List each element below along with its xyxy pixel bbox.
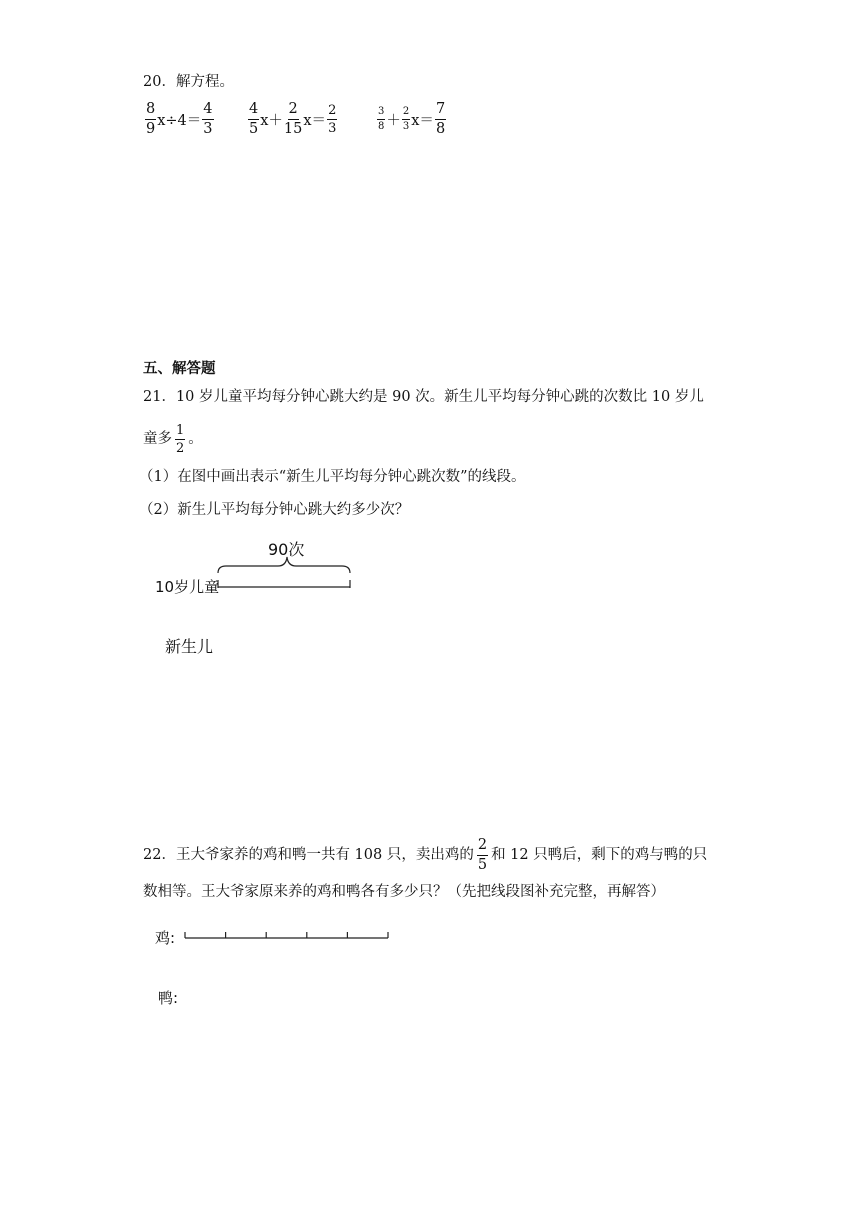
fraction: $\frac{1}{2}$ — [176, 423, 185, 456]
fraction: $\frac{2}{3}$ — [328, 102, 337, 136]
fraction: $\frac{7}{8}$ — [435, 101, 446, 137]
equation-1: $\frac{8}{9}$ x÷4＝ $\frac{4}{3}$ — [146, 101, 213, 137]
q22-line1: 22．王大爷家养的鸡和鸭一共有 108 只，卖出鸡的 $\frac{2}{5}$ 和 12 只鸭后，剩下的鸡与鸭的只 — [143, 837, 708, 873]
equation-2: $\frac{4}{5}$ x＋ $\frac{2}{15}$ x＝ $\frac{2}{3}$ — [249, 101, 337, 137]
q20-title: 20．解方程。 — [143, 74, 234, 90]
fraction: $\frac{4}{5}$ — [249, 101, 259, 137]
q22-line2: 数相等。王大爷家原来养的鸡和鸭各有多少只？（先把线段图补充完整，再解答） — [143, 884, 665, 900]
q21-line2: 童多 $\frac{1}{2}$ 。 — [143, 423, 203, 456]
label-duck: 鸭: — [158, 989, 179, 1007]
fraction: $\frac{2}{3}$ — [402, 105, 410, 132]
line-segment-diagram-10yo — [214, 553, 354, 593]
fraction: $\frac{2}{15}$ — [283, 101, 303, 137]
chicken-line-segment — [182, 927, 394, 943]
fraction: $\frac{4}{3}$ — [203, 101, 213, 137]
label-10yo-child: 10岁儿童 — [155, 578, 220, 596]
q21-part2: （2）新生儿平均每分钟心跳大约多少次？ — [139, 502, 410, 518]
label-chicken: 鸡: — [155, 929, 176, 947]
q21-part1: （1）在图中画出表示“新生儿平均每分钟心跳次数”的线段。 — [139, 469, 526, 485]
section-heading: 五、解答题 — [143, 360, 216, 377]
fraction: $\frac{3}{8}$ — [378, 105, 385, 132]
label-newborn: 新生儿 — [165, 637, 214, 656]
fraction: $\frac{2}{5}$ — [477, 837, 488, 873]
curly-brace — [218, 557, 350, 573]
q21-line1: 21．10 岁儿童平均每分钟心跳大约是 90 次。新生儿平均每分钟心跳的次数比 10 岁儿 — [143, 389, 704, 405]
brace-label: 90次 — [268, 540, 305, 559]
equation-3: $\frac{3}{8}$ ＋ $\frac{2}{3}$ x＝ $\frac{7}{8}$ — [378, 101, 446, 137]
fraction: $\frac{8}{9}$ — [146, 101, 156, 137]
